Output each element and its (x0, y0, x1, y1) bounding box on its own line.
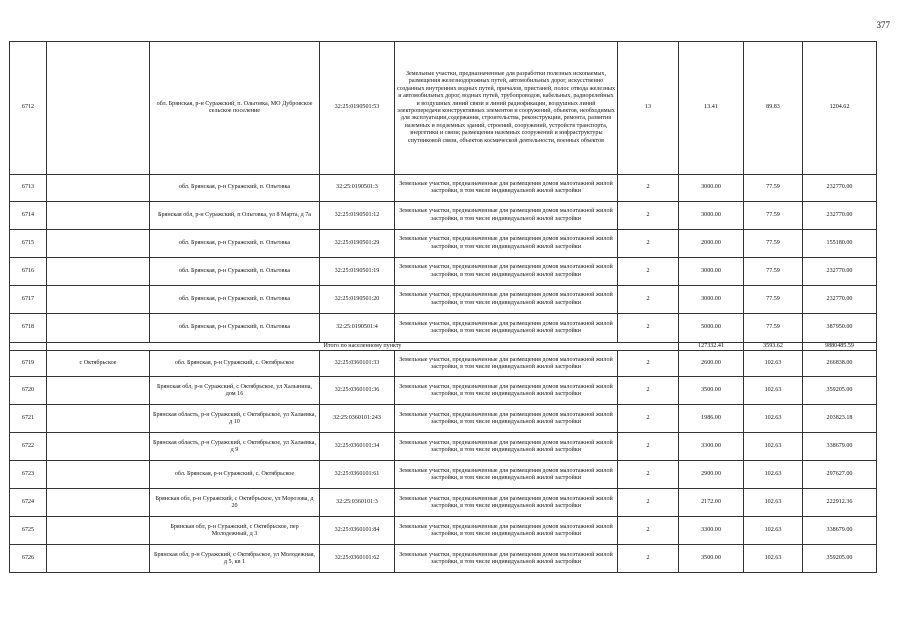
cadastral-number-cell: 32:25:0360101:243 (320, 405, 395, 433)
blank-cell (47, 517, 150, 545)
blank-cell (47, 377, 150, 405)
land-use-description-cell: Земельные участки, предназначенные для размещения домов малоэтажной жилой застройки, в том числе индивидуальной жилой застройки (395, 461, 618, 489)
area-cell: 3500.00 (679, 377, 744, 405)
land-use-code-cell: 2 (618, 545, 679, 573)
cadastral-rate-cell: 77.59 (744, 175, 803, 202)
table-row (10, 175, 877, 202)
area-cell: 3000.00 (679, 175, 744, 202)
land-use-description-cell: Земельные участки, предназначенные для размещения домов малоэтажной жилой застройки, в том числе индивидуальной жилой застройки (395, 377, 618, 405)
cadastral-number-cell: 32:25:0360101:36 (320, 377, 395, 405)
table-row (10, 517, 877, 545)
blank-cell (47, 175, 150, 202)
area-cell: 3300.00 (679, 433, 744, 461)
area-cell: 2900.00 (679, 461, 744, 489)
address-cell: Брянская обл, р-н Суражский, п Ольговка, ул 8 Марта, д 7а (150, 202, 320, 230)
land-use-code-cell: 2 (618, 351, 679, 377)
table-row (10, 489, 877, 517)
land-use-description-cell: Земельные участки, предназначенные для размещения домов малоэтажной жилой застройки, в том числе индивидуальной жилой застройки (395, 230, 618, 258)
cadastral-number-cell: 32:25:0360101:84 (320, 517, 395, 545)
cadastral-number-cell: 32:25:0360101:34 (320, 433, 395, 461)
land-use-description-cell: Земельные участки, предназначенные для размещения домов малоэтажной жилой застройки, в том числе индивидуальной жилой застройки (395, 433, 618, 461)
cadastral-value-cell: 232770.00 (803, 286, 877, 314)
table-body-top (10, 42, 877, 343)
area-cell: 2000.00 (679, 230, 744, 258)
blank-cell (47, 258, 150, 286)
cadastral-rate-cell: 102.63 (744, 461, 803, 489)
table-row (10, 42, 877, 175)
blank-cell (47, 489, 150, 517)
area-cell: 3000.00 (679, 286, 744, 314)
area-cell: 3500.00 (679, 545, 744, 573)
cadastral-rate-cell: 102.63 (744, 545, 803, 573)
land-use-description-cell: Земельные участки, предназначенные для разработки полезных ископаемых, размещения железнодорожных путей, автомобильных дорог, искусственно созданных внутренних водных путей, причалов, пристаней, полос отвода железных и автомобильных дорог, водных путей, трубопроводов, кабельных, радиорелейных и воздушных линий связи и линий радиофикации, воздушных линий электропередачи конструктивных элементов и сооружений, объектов, необходимых для эксплуатации,содержания, строительства, реконструкции, ремонта, развития наземных и подземных зданий, строений, сооружений, устройств транспорта, энергетики и связи; размещения наземных сооружений и инфраструктуры спутниковой связи, объектов космической деятельности, военных объектов (395, 42, 618, 175)
subtotal-rate: 3593.62 (744, 343, 803, 351)
cadastral-number-cell: 32:25:0360101:61 (320, 461, 395, 489)
row-number: 6721 (10, 405, 47, 433)
cadastral-rate-cell: 77.59 (744, 258, 803, 286)
cadastral-number-cell: 32:25:0190501:53 (320, 42, 395, 175)
land-use-code-cell: 2 (618, 175, 679, 202)
subtotal-area: 127332.41 (679, 343, 744, 351)
land-use-description-cell: Земельные участки, предназначенные для размещения домов малоэтажной жилой застройки, в том числе индивидуальной жилой застройки (395, 489, 618, 517)
subtotal-label: Итого по населенному пункту (47, 343, 679, 351)
cadastral-number-cell: 32:25:0360101:33 (320, 351, 395, 377)
cadastral-value-cell: 203823.18 (803, 405, 877, 433)
cadastral-number-cell: 32:25:0190501:19 (320, 258, 395, 286)
area-cell: 13.41 (679, 42, 744, 175)
area-cell: 3300.00 (679, 517, 744, 545)
table-row (10, 286, 877, 314)
blank-cell (47, 545, 150, 573)
address-cell: обл. Брянская, р-н Суражский, с. Октябрьское (150, 351, 320, 377)
row-number: 6716 (10, 258, 47, 286)
row-number: 6713 (10, 175, 47, 202)
cadastral-value-cell: 222912.36 (803, 489, 877, 517)
area-cell: 1986.00 (679, 405, 744, 433)
land-use-description-cell: Земельные участки, предназначенные для размещения домов малоэтажной жилой застройки, в том числе индивидуальной жилой застройки (395, 258, 618, 286)
cadastral-value-cell: 338679.00 (803, 517, 877, 545)
row-number: 6717 (10, 286, 47, 314)
cadastral-number-cell: 32:25:0190501:20 (320, 286, 395, 314)
cadastral-value-cell: 359205.00 (803, 545, 877, 573)
table-body-bottom (10, 351, 877, 573)
cadastral-rate-cell: 102.63 (744, 377, 803, 405)
cadastral-rate-cell: 77.59 (744, 230, 803, 258)
blank-cell (47, 405, 150, 433)
area-cell: 5000.00 (679, 314, 744, 343)
land-use-code-cell: 2 (618, 433, 679, 461)
land-use-code-cell: 2 (618, 405, 679, 433)
cadastral-number-cell: 32:25:0360101:62 (320, 545, 395, 573)
address-cell: Брянская обл, р-н Суражский, с Октябрьское, ул Морозова, д 20 (150, 489, 320, 517)
land-use-code-cell: 2 (618, 377, 679, 405)
row-number: 6715 (10, 230, 47, 258)
land-use-code-cell: 2 (618, 286, 679, 314)
address-cell: обл. Брянская, р-н Суражский, п. Ольговка (150, 314, 320, 343)
cadastral-value-cell: 338679.00 (803, 433, 877, 461)
land-use-code-cell: 2 (618, 230, 679, 258)
cadastral-rate-cell: 89.83 (744, 42, 803, 175)
table-row (10, 258, 877, 286)
row-number: 6726 (10, 545, 47, 573)
address-cell: обл. Брянская, р-н Суражский, п. Ольговка (150, 175, 320, 202)
subtotal-value: 9880485.59 (803, 343, 877, 351)
cadastral-rate-cell: 77.59 (744, 314, 803, 343)
address-cell: обл. Брянская, р-н Суражский, п. Ольговка (150, 258, 320, 286)
settlement-section-label: с Октябрьское (47, 351, 150, 377)
area-cell: 3000.00 (679, 202, 744, 230)
land-use-description-cell: Земельные участки, предназначенные для размещения домов малоэтажной жилой застройки, в том числе индивидуальной жилой застройки (395, 286, 618, 314)
address-cell: Брянская обл, р-н Суражский, с Октябрьское, ул Халынина, дом 16 (150, 377, 320, 405)
row-number: 6725 (10, 517, 47, 545)
subtotal-row (10, 343, 877, 351)
land-use-description-cell: Земельные участки, предназначенные для размещения домов малоэтажной жилой застройки, в том числе индивидуальной жилой застройки (395, 405, 618, 433)
cadastral-rate-cell: 77.59 (744, 286, 803, 314)
cadastral-rate-cell: 102.63 (744, 517, 803, 545)
address-cell: Брянская область, р-н Суражский, с Октябрьское, ул Халаевка, д 9 (150, 433, 320, 461)
blank-cell (47, 230, 150, 258)
blank-cell (47, 433, 150, 461)
blank-cell (47, 42, 150, 175)
row-number: 6720 (10, 377, 47, 405)
cadastral-value-cell: 266838.00 (803, 351, 877, 377)
table-row (10, 545, 877, 573)
area-cell: 2600.00 (679, 351, 744, 377)
address-cell: обл. Брянская, р-н Суражский, п. Ольговка (150, 230, 320, 258)
area-cell: 3000.00 (679, 258, 744, 286)
cadastral-number-cell: 32:25:0190501:12 (320, 202, 395, 230)
blank-cell (47, 461, 150, 489)
address-cell: Брянская область, р-н Суражский, с Октябрьское, ул Халаевка, д 10 (150, 405, 320, 433)
row-number: 6723 (10, 461, 47, 489)
cadastral-value-cell: 232770.00 (803, 175, 877, 202)
row-number: 6722 (10, 433, 47, 461)
table-row (10, 405, 877, 433)
land-plot-table (9, 41, 877, 573)
cadastral-value-cell: 232770.00 (803, 202, 877, 230)
row-number: 6712 (10, 42, 47, 175)
table-row (10, 314, 877, 343)
row-number: 6714 (10, 202, 47, 230)
blank-cell (47, 286, 150, 314)
table-body-subtotal (10, 343, 877, 351)
table-row (10, 461, 877, 489)
land-use-code-cell: 2 (618, 489, 679, 517)
area-cell: 2172.00 (679, 489, 744, 517)
land-use-description-cell: Земельные участки, предназначенные для размещения домов малоэтажной жилой застройки, в том числе индивидуальной жилой застройки (395, 351, 618, 377)
cadastral-rate-cell: 102.63 (744, 489, 803, 517)
land-use-code-cell: 2 (618, 202, 679, 230)
cadastral-rate-cell: 102.63 (744, 433, 803, 461)
land-use-description-cell: Земельные участки, предназначенные для размещения домов малоэтажной жилой застройки, в том числе индивидуальной жилой застройки (395, 517, 618, 545)
cadastral-rate-cell: 77.59 (744, 202, 803, 230)
table-row (10, 377, 877, 405)
page-number: 377 (876, 20, 890, 30)
blank-cell (47, 314, 150, 343)
blank-cell (47, 202, 150, 230)
cadastral-rate-cell: 102.63 (744, 351, 803, 377)
land-use-code-cell: 2 (618, 461, 679, 489)
table-row (10, 351, 877, 377)
land-use-description-cell: Земельные участки, предназначенные для размещения домов малоэтажной жилой застройки, в том числе индивидуальной жилой застройки (395, 175, 618, 202)
table-row (10, 202, 877, 230)
cadastral-number-cell: 32:25:0190501:29 (320, 230, 395, 258)
land-use-description-cell: Земельные участки, предназначенные для размещения домов малоэтажной жилой застройки, в том числе индивидуальной жилой застройки (395, 545, 618, 573)
table-row (10, 433, 877, 461)
address-cell: Брянская обл, р-н Суражский, с Октябрьское, пер Молодежный, д 3 (150, 517, 320, 545)
cadastral-number-cell: 32:25:0190501:3 (320, 175, 395, 202)
land-use-code-cell: 13 (618, 42, 679, 175)
cadastral-value-cell: 155180.00 (803, 230, 877, 258)
table-row (10, 230, 877, 258)
cadastral-value-cell: 1204.62 (803, 42, 877, 175)
address-cell: Брянская обл, р-н Суражский, с Октябрьское, ул Молодежная, д 5, кв 1 (150, 545, 320, 573)
address-cell: обл. Брянская, р-н Суражский, п. Ольговка (150, 286, 320, 314)
cadastral-rate-cell: 102.63 (744, 405, 803, 433)
cadastral-number-cell: 32:25:0190501:4 (320, 314, 395, 343)
address-cell: обл. Брянская, р-н Суражский, п. Ольговка, МО Дубровское сельское поселение (150, 42, 320, 175)
row-number: 6724 (10, 489, 47, 517)
land-use-code-cell: 2 (618, 258, 679, 286)
cadastral-number-cell: 32:25:0360101:3 (320, 489, 395, 517)
cadastral-value-cell: 359205.00 (803, 377, 877, 405)
cadastral-value-cell: 232770.00 (803, 258, 877, 286)
cadastral-value-cell: 297627.00 (803, 461, 877, 489)
cadastral-value-cell: 387950.00 (803, 314, 877, 343)
row-number: 6718 (10, 314, 47, 343)
land-use-code-cell: 2 (618, 517, 679, 545)
address-cell: обл. Брянская, р-н Суражский, с. Октябрьское (150, 461, 320, 489)
row-number: 6719 (10, 351, 47, 377)
land-use-description-cell: Земельные участки, предназначенные для размещения домов малоэтажной жилой застройки, в том числе индивидуальной жилой застройки (395, 202, 618, 230)
land-use-code-cell: 2 (618, 314, 679, 343)
land-use-description-cell: Земельные участки, предназначенные для размещения домов малоэтажной жилой застройки, в том числе индивидуальной жилой застройки (395, 314, 618, 343)
